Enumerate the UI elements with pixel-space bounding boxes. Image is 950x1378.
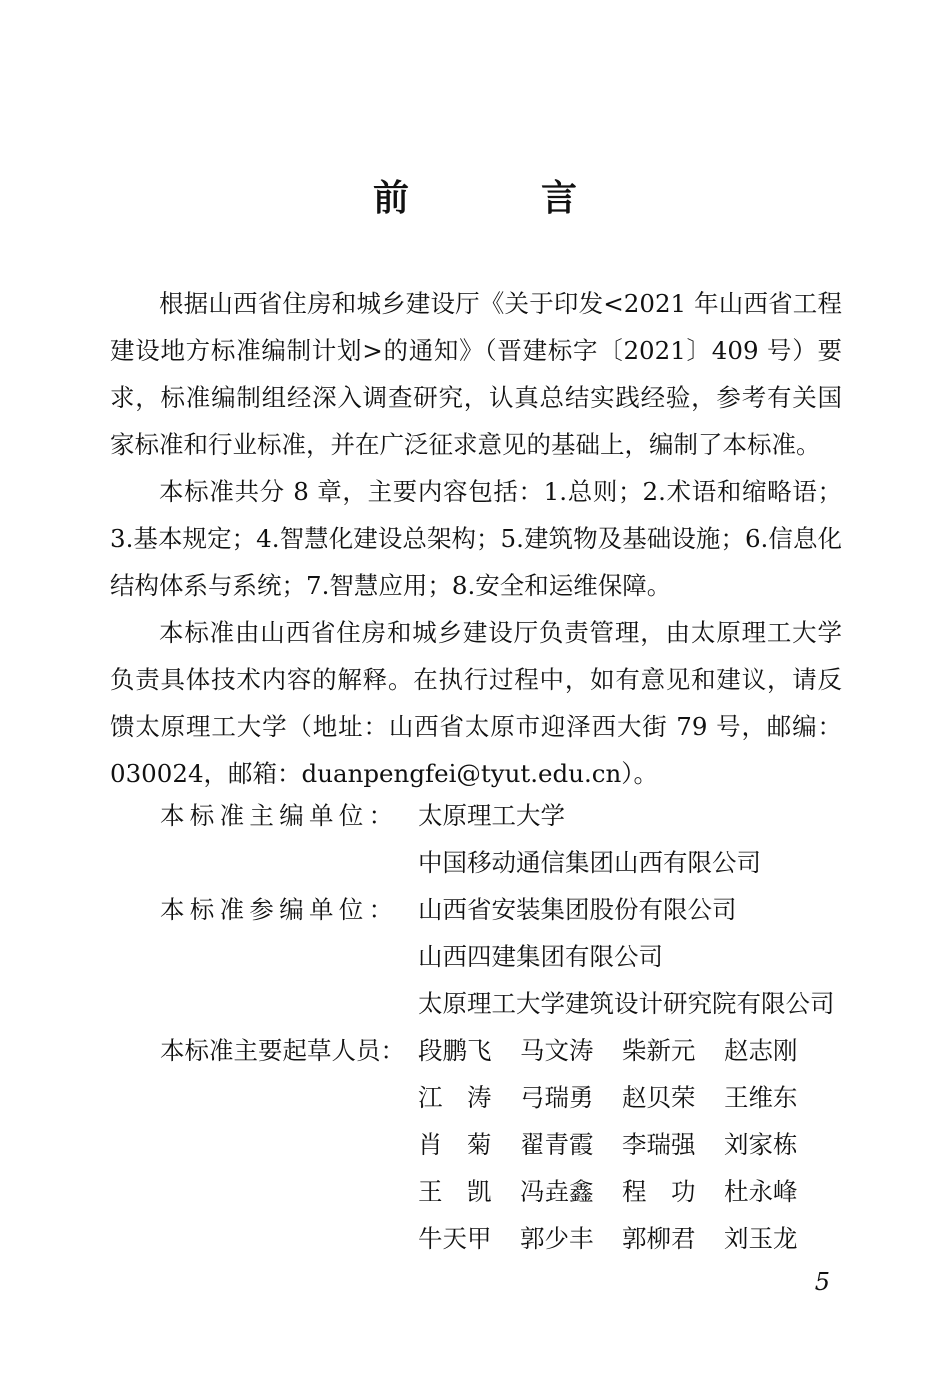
drafters-row xyxy=(160,1121,880,1168)
drafters-row xyxy=(160,1027,880,1074)
paragraph-contents: 本标准共分 8 章，主要内容包括：1.总则；2.术语和缩略语；3.基本规定；4.智慧化建设总架构；5.建筑物及基础设施；6.信息化结构体系与系统；7.智慧应用；8.安全和运维保障。 xyxy=(110,477,842,600)
drafters-row xyxy=(160,1168,880,1215)
drafter-names xyxy=(418,1027,826,1074)
drafter-names xyxy=(418,1168,826,1215)
drafter-name: 刘家栋 xyxy=(724,1130,798,1159)
chief-units-label: 本标准主编单位： xyxy=(160,801,399,830)
chief-unit-row xyxy=(160,792,880,839)
participating-unit: 山西省安装集团股份有限公司 xyxy=(418,895,737,924)
drafter-name: 冯垚鑫 xyxy=(520,1177,594,1206)
drafter-name: 李瑞强 xyxy=(622,1130,696,1159)
paragraph-basis: 根据山西省住房和城乡建设厅《关于印发<2021 年山西省工程建设地方标准编制计划>的通知》（晋建标字〔2021〕409 号）要求，标准编制组经深入调查研究，认真总结实践经验，参考有关国家标准和行业标准，并在广泛征求意见的基础上，编制了本标准。 xyxy=(110,289,842,459)
participating-unit: 太原理工大学建筑设计研究院有限公司 xyxy=(418,989,835,1018)
participating-units-label: 本标准参编单位： xyxy=(160,895,399,924)
drafter-names xyxy=(418,1121,826,1168)
drafters-row xyxy=(160,1215,880,1262)
organization-list xyxy=(160,792,880,1262)
participating-unit-row xyxy=(160,886,880,933)
paragraph-management: 本标准由山西省住房和城乡建设厅负责管理，由太原理工大学负责具体技术内容的解释。在执行过程中，如有意见和建议，请反馈太原理工大学（地址：山西省太原市迎泽西大街 79 号，邮编：030024，邮箱：duanpengfei@tyut.edu.cn）。 xyxy=(110,618,842,788)
drafter-name: 肖 菊 xyxy=(418,1130,492,1159)
participating-unit-row xyxy=(160,933,880,980)
drafter-name: 刘玉龙 xyxy=(724,1224,798,1253)
drafter-name: 王维东 xyxy=(724,1083,798,1112)
chief-unit-row xyxy=(160,839,880,886)
chief-unit: 太原理工大学 xyxy=(418,801,565,830)
drafter-names xyxy=(418,1074,826,1121)
drafter-name: 郭柳君 xyxy=(622,1224,696,1253)
page-number: 5 xyxy=(814,1268,830,1296)
drafter-name: 马文涛 xyxy=(520,1036,594,1065)
preface-body xyxy=(110,280,842,797)
drafter-name: 段鹏飞 xyxy=(418,1036,492,1065)
participating-unit-row xyxy=(160,980,880,1027)
chief-unit: 中国移动通信集团山西有限公司 xyxy=(418,848,761,877)
page-title: 前 言 xyxy=(372,177,625,219)
drafter-names xyxy=(418,1215,826,1262)
drafter-name: 柴新元 xyxy=(622,1036,696,1065)
drafter-name: 赵志刚 xyxy=(724,1036,798,1065)
drafter-name: 翟青霞 xyxy=(520,1130,594,1159)
drafter-name: 杜永峰 xyxy=(724,1177,798,1206)
drafter-name: 牛天甲 xyxy=(418,1224,492,1253)
drafter-name: 郭少丰 xyxy=(520,1224,594,1253)
drafter-name: 赵贝荣 xyxy=(622,1083,696,1112)
drafters-row xyxy=(160,1074,880,1121)
drafter-name: 弓瑞勇 xyxy=(520,1083,594,1112)
drafters-label: 本标准主要起草人员： xyxy=(160,1036,405,1065)
drafter-name: 程 功 xyxy=(622,1177,696,1206)
participating-unit: 山西四建集团有限公司 xyxy=(418,942,663,971)
drafter-name: 王 凯 xyxy=(418,1177,492,1206)
drafter-name: 江 涛 xyxy=(418,1083,492,1112)
